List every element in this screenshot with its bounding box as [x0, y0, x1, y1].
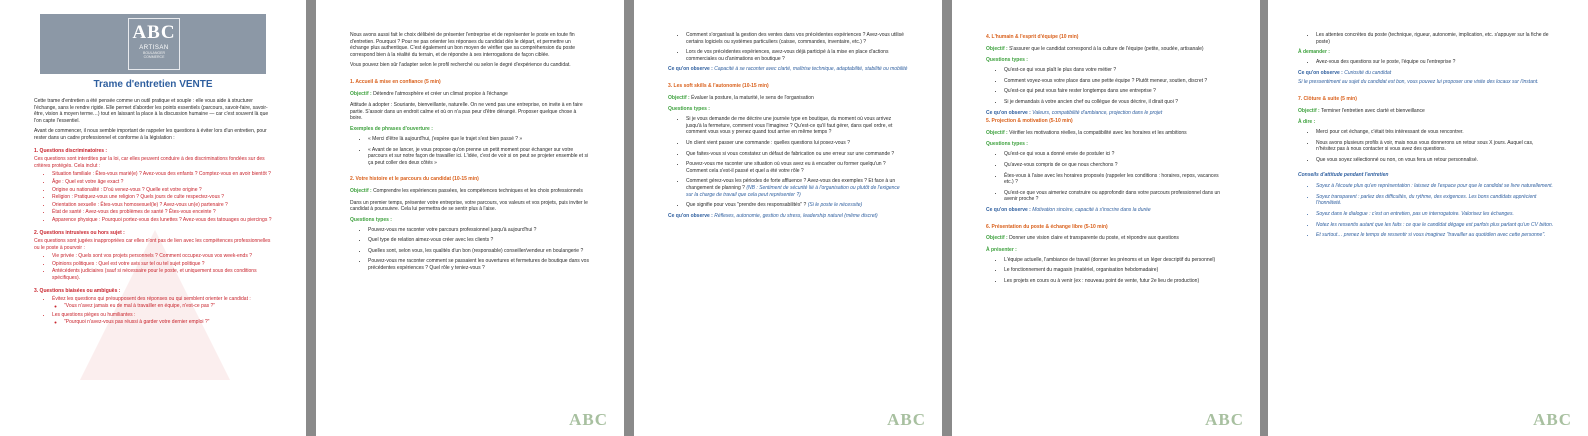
list-item: • Apparence physique : Pourquoi portez-vous des lunettes ? Avez-vous des tatouages ou piercings ? [52, 217, 272, 224]
logo-artisan-text: ARTISAN [139, 45, 169, 51]
list-item [686, 202, 908, 209]
objective-label: Objectif : [986, 235, 1008, 242]
questions-heading: Questions types : [668, 106, 710, 113]
examples-list [350, 136, 590, 166]
logo-sub-text-2: COMMERCE [143, 55, 165, 59]
section-biased-title: 3. Questions biaisées ou ambiguës : [34, 287, 121, 294]
observation-text: Réflexes, autonomie, gestion du stress, leadership naturel (même discret) [714, 212, 878, 219]
observation-text: Valeurs, compatibilité d'ambiance, projection dans le projet [1032, 109, 1163, 116]
list-item: • Âge : Quel est votre âge exact ? [52, 179, 272, 186]
tips-list [1298, 183, 1554, 239]
list-item: • Le fonctionnement du magasin (matériel, organisation hebdomadaire) [1004, 267, 1226, 274]
observation-label: Ce qu'on observe : [1298, 69, 1343, 76]
objective-text: Donner une vision claire et transparente du poste, et répondre aux questions [1009, 235, 1179, 242]
document-title: Trame d'entretien VENTE [93, 79, 213, 90]
questions-heading: Questions types : [350, 216, 392, 223]
list-item: • Comment s'organisait la gestion des ventes dans vos précédentes expériences ? Avez-vous utilisé certains logiciels ou systèmes particuliers (caisse, commandes, inventaire, etc.) ? [686, 32, 908, 45]
tip-item: • Soyez à l'écoute plus qu'en représentation : laissez de l'espace pour que le candidat se livre naturellement. [1316, 183, 1554, 190]
list-item: • Qu'est-ce qui peut vous faire rester longtemps dans une entreprise ? [1004, 88, 1226, 95]
tip-item: • Soyez dans le dialogue : c'est un entretien, pas un interrogatoire. Valorisez les échanges. [1316, 211, 1554, 218]
list-item: • Que vous soyez sélectionné ou non, on vous fera un retour personnalisé. [1316, 157, 1554, 164]
objective-label: Objectif : [986, 45, 1008, 52]
observation [1298, 70, 1554, 77]
list-item-text: Que signifie pour vous "prendre des responsabilités" ? [686, 202, 807, 209]
objective-label: Objectif : [350, 90, 372, 97]
tips-title: Conseils d'attitude pendant l'entretien [1298, 171, 1389, 178]
list-item: • Situation familiale : Êtes-vous marié(e) ? Avez-vous des enfants ? Comptez-vous en avoir bientôt ? [52, 171, 272, 178]
list-item: • Qu'est-ce qui vous plaît le plus dans votre métier ? [1004, 67, 1226, 74]
list-item: • État de santé : Avez-vous des problèmes de santé ? Êtes-vous enceinte ? [52, 209, 272, 216]
paragraph: Attitude à adopter : Souriante, bienveillante, naturelle. On ne vend pas une entreprise, on invite à en faire partie. S'assoir dans un endroit calme et où on n'a pas peur d'être dérangé. Proposer quelque chose à boire. [350, 102, 583, 122]
objective-text: Évaluer la posture, la maturité, le sens de l'organisation [691, 94, 814, 101]
objective-text: Vérifier les motivations réelles, la compatibilité avec les horaires et les ambitions [1009, 129, 1187, 136]
objective [986, 130, 1226, 137]
tip-item: • Et surtout… prenez le temps de ressentir si vous imaginez "travailler au quotidien avec cette personne". [1316, 232, 1554, 239]
list-item: • Merci pour cet échange, c'était très intéressant de vous rencontrer. [1316, 129, 1554, 136]
questions-list [668, 116, 908, 209]
document-page-1 [0, 0, 306, 436]
paragraph: Nous avons aussi fait le choix délibéré de présenter l'entreprise et de représenter le poste en toute fin d'entretien. Pourquoi ? Pour ne pas orienter les réponses du candidat dès le départ, et permettre un échange plus authentique. C'est également un bon moyen de vérifier que sa compréhension du poste correspond bien à la réalité du terrain, et de répondre à ses interrogations de façon ciblée. [350, 32, 575, 58]
questions-list [668, 32, 908, 62]
section-intrusive-intro: Ces questions sont jugées inappropriées car elles n'ont pas de lien avec les compétences professionnelles ou le poste à pourvoir : [34, 238, 271, 251]
say-heading: À dire : [1298, 119, 1316, 126]
objective-text: Comprendre les expériences passées, les compétences techniques et les choix professionnels [373, 187, 583, 194]
list-item: • Origine ou nationalité : D'où venez-vous ? Quelle est votre origine ? [52, 187, 272, 194]
list-item: • Si je demandais à votre ancien chef ou collègue de vous décrire, il dirait quoi ? [1004, 99, 1226, 106]
questions-heading: Questions types : [986, 57, 1028, 64]
list-item: • Les attentes concrètes du poste (technique, rigueur, autonomie, implication, etc. s'appuyer sur la fiche de poste) [1316, 32, 1554, 45]
ask-heading: À demander : [1298, 49, 1330, 56]
list-item: • « Merci d'être là aujourd'hui, j'espère que le trajet s'est bien passé ? » [368, 136, 590, 143]
list-item: • Qu'avez-vous compris de ce que nous cherchons ? [1004, 162, 1226, 169]
list-item: • Opinions politiques : Quel est votre avis sur tel ou tel sujet politique ? [52, 261, 272, 268]
observation-label: Ce qu'on observe : [986, 109, 1031, 116]
list-item [686, 178, 908, 198]
examples-heading: Exemples de phrases d'ouverture : [350, 125, 433, 132]
present-heading: À présenter : [986, 246, 1017, 253]
discriminatory-list [34, 171, 272, 223]
list-item: • Orientation sexuelle : Êtes-vous homosexuel(le) ? Avez-vous un(e) partenaire ? [52, 202, 272, 209]
ask-list [1298, 59, 1554, 66]
section-title: 4. L'humain & l'esprit d'équipe (10 min) [986, 34, 1079, 40]
list-item: • « Avant de se lancer, je vous propose qu'on prenne un petit moment pour échanger sur votre parcours et sur notre façon de travailler ici. L'idée, c'est de voir si on peut se projeter ensemble et si ça peut coller des deux côtés » [368, 147, 590, 167]
footer-logo-watermark: ABC [1533, 410, 1572, 429]
section-title: 2. Votre histoire et le parcours du candidat (10-15 min) [350, 176, 479, 183]
observation [986, 207, 1226, 214]
list-item: • Qu'est-ce qui vous a donné envie de postuler ici ? [1004, 151, 1226, 158]
list-item: • Pouvez-vous me raconter votre parcours professionnel jusqu'à aujourd'hui ? [368, 227, 590, 234]
objective [986, 46, 1226, 53]
list-item: • Pouvez-vous me raconter comment se passaient les ouvertures et fermetures de boutique dans vos précédentes expériences ? Quel rôle y teniez-vous ? [368, 258, 590, 271]
list-item: • Avez-vous des questions sur le poste, l'équipe ou l'entreprise ? [1316, 59, 1554, 66]
objective-text: Détendre l'atmosphère et créer un climat propice à l'échange [373, 90, 508, 97]
objective-label: Objectif : [668, 94, 690, 101]
list-item: • Êtes-vous à l'aise avec les horaires proposés (rappeler les conditions : horaires, repos, vacances etc.) ? [1004, 173, 1226, 186]
questions-list [986, 151, 1226, 203]
section-title: 1. Accueil & mise en confiance (5 min) [350, 78, 441, 85]
list-item: • Vie privée : Quels sont vos projets personnels ? Comment occupez-vous vos week-ends ? [52, 253, 272, 260]
section-title: 3. Les soft skills & l'autonomie (10-15 min) [668, 82, 769, 89]
questions-list [986, 67, 1226, 105]
company-logo [40, 14, 266, 74]
section-title: 6. Présentation du poste & échange libre (5-10 min) [986, 223, 1108, 230]
say-list [1298, 129, 1554, 163]
note-text: (NB : Sentiment de sécurité lié à l'organisation ou plutôt de l'exigence sur la charge de travail que cela peut représenter ?) [686, 184, 900, 198]
document-page-5 [1268, 0, 1588, 436]
present-list [1298, 32, 1554, 45]
document-page-3 [634, 0, 942, 436]
objective [986, 235, 1226, 242]
paragraph: Dans un premier temps, présenter votre entreprise, votre parcours, vos valeurs et vos projets, puis inviter le candidat à poursuivre. Cela lui permettra de se sentir plus à l'aise. [350, 199, 588, 213]
note-text: (Si le poste le nécessite) [807, 202, 863, 209]
list-item-text: Comment gérez-vous les périodes de forte affluence ? Avez-vous des exemples ? Et face à un changement de planning ? [686, 178, 896, 191]
tip-item: • Notez les ressentis autant que les faits : ce que le candidat dégage est parfois plus parlant qu'un CV béton. [1316, 222, 1554, 229]
list-item-text: Les questions pièges ou humiliantes : [52, 312, 136, 319]
footer-logo-watermark: ABC [569, 410, 608, 429]
footer-logo-watermark: ABC [887, 410, 926, 429]
list-item: • Lors de vos précédentes expériences, avez-vous déjà participé à la mise en place d'actions commerciales ou d'animations en boutique ? [686, 49, 908, 62]
section-intrusive-title: 2. Questions intrusives ou hors sujet : [34, 229, 125, 236]
objective-label: Objectif : [1298, 107, 1320, 114]
section-discriminatory-title: 1. Questions discriminatoires : [34, 147, 108, 154]
observation [668, 66, 908, 73]
intro-paragraph-2: Avant de commencer, il nous semble important de rappeler les questions à éviter lors d'un entretien, pour rester dans un cadre professionnel et conforme à la législation : [34, 128, 267, 141]
footer-logo-watermark: ABC [1205, 410, 1244, 429]
observation-text: Motivation sincère, capacité à s'inscrire dans la durée [1032, 206, 1151, 213]
list-item: • Pouvez-vous me raconter une situation où vous avez eu à encadrer ou former quelqu'un ? Comment cela s'est-il passé et quel a été votre rôle ? [686, 161, 908, 174]
list-item: • Si je vous demande de me décrire une journée type en boutique, du moment où vous arrivez jusqu'à la fermeture, comment vous l'imaginez ? Qu'est-ce qu'il faut gérer, dans quel ordre, et comment vous vous y prenez quand tout arrive en même temps ? [686, 116, 908, 136]
section-title: 7. Clôture & suite (5 min) [1298, 95, 1357, 102]
list-item: • Antécédents judiciaires (sauf si nécessaire pour le poste, et uniquement sous des conditions spécifiques). [52, 268, 272, 281]
tip-item: • Soyez transparent : parlez des difficultés, du rythme, des exigences. Les bons candidats apprécient l'honnêteté. [1316, 194, 1554, 207]
list-item: • Les projets en cours ou à venir (ex : nouveau point de vente, futur 2e lieu de production) [1004, 278, 1226, 285]
logo-frame [128, 18, 180, 70]
objective-text: S'assurer que le candidat correspond à la culture de l'équipe (petite, soudée, artisanale) [1009, 45, 1204, 52]
present-list [986, 257, 1226, 285]
observation-label: Ce qu'on observe : [668, 212, 713, 219]
observation-text: Curiosité du candidat [1344, 69, 1392, 76]
sub-list-item: ◦ "Vous n'avez jamais eu de mal à travailler en équipe, n'est-ce pas ?" [64, 303, 272, 310]
list-item: • Quel type de relation aimez-vous créer avec les clients ? [368, 237, 590, 244]
sub-list-item: ◦ "Pourquoi n'avez-vous pas réussi à garder votre dernier emploi ?" [64, 319, 272, 326]
list-item: • Nous avons plusieurs profils à voir, mais nous vous donnerons un retour sous X jours. Auquel cas, n'hésitez pas à nous contacter si vous avez des questions. [1316, 140, 1554, 153]
objective-text: Terminer l'entretien avec clarté et bienveillance [1320, 107, 1425, 114]
paragraph: Vous pouvez bien sûr l'adapter selon le profil recherché ou selon le degré d'expérience du candidat. [350, 62, 571, 69]
observation-note: Si le pressentiment au sujet du candidat est bon, vous pouvez lui proposer une visite des locaux sur l'instant. [1298, 79, 1539, 86]
logo-abc-text: ABC [132, 22, 176, 43]
objective [350, 91, 590, 98]
objective-label: Objectif : [986, 129, 1008, 136]
list-item: • Que faites-vous si vous constatez un défaut de fabrication ou une erreur sur une commande ? [686, 151, 908, 158]
objective-label: Objectif : [350, 187, 372, 194]
questions-heading: Questions types : [986, 141, 1028, 148]
observation [986, 110, 1226, 117]
background-watermark-shape [80, 230, 230, 380]
observation-label: Ce qu'on observe : [986, 206, 1031, 213]
section-title: 5. Projection & motivation (5-10 min) [986, 118, 1073, 125]
questions-list [350, 227, 590, 272]
objective [1298, 108, 1554, 115]
logo-sub-text-1: BOULANGER [143, 51, 165, 55]
list-item: • Religion : Pratiquez-vous une religion ? Quels jours de culte respectez-vous ? [52, 194, 272, 201]
list-item: • Un client vient passer une commande : quelles questions lui posez-vous ? [686, 140, 908, 147]
document-page-4 [952, 0, 1260, 436]
observation-label: Ce qu'on observe : [668, 66, 713, 73]
objective [668, 95, 908, 102]
list-item-text: Évitez les questions qui présupposent des réponses ou qui semblent orienter le candidat : [52, 296, 251, 303]
document-page-2 [316, 0, 624, 436]
list-item: • L'équipe actuelle, l'ambiance de travail (donner les prénoms et un léger descriptif du personnel) [1004, 257, 1226, 264]
section-discriminatory-intro: Ces questions sont interdites par la loi, car elles peuvent conduire à des discriminations fondées sur des critères protégés. Cela inclut : [34, 156, 265, 169]
observation [668, 213, 908, 220]
list-item: • Quelles sont, selon vous, les qualités d'un bon (responsable) conseiller/vendeur en boulangerie ? [368, 248, 590, 255]
list-item: • Qu'est-ce que vous aimeriez construire ou approfondir dans votre parcours professionnel dans un avenir proche ? [1004, 190, 1226, 203]
observation-text: Capacité à se raconter avec clarté, maîtrise technique, adaptabilité, stabilité ou mobilité [714, 66, 908, 73]
list-item: • Comment voyez-vous votre place dans une petite équipe ? Plutôt meneur, soutien, discret ? [1004, 78, 1226, 85]
objective [350, 188, 590, 195]
intro-paragraph-1: Cette trame d'entretien a été pensée comme un outil pratique et souple : elle vous aide à structurer l'échange, sans le rendre rigide. Elle permet d'aborder les points essentiels (parcours, savoir-faire, savoir-être, vision à moyen terme…) tout en laissant la place à la discussion humaine — car c'est souvent là que l'on capte l'essentiel. [34, 98, 269, 124]
